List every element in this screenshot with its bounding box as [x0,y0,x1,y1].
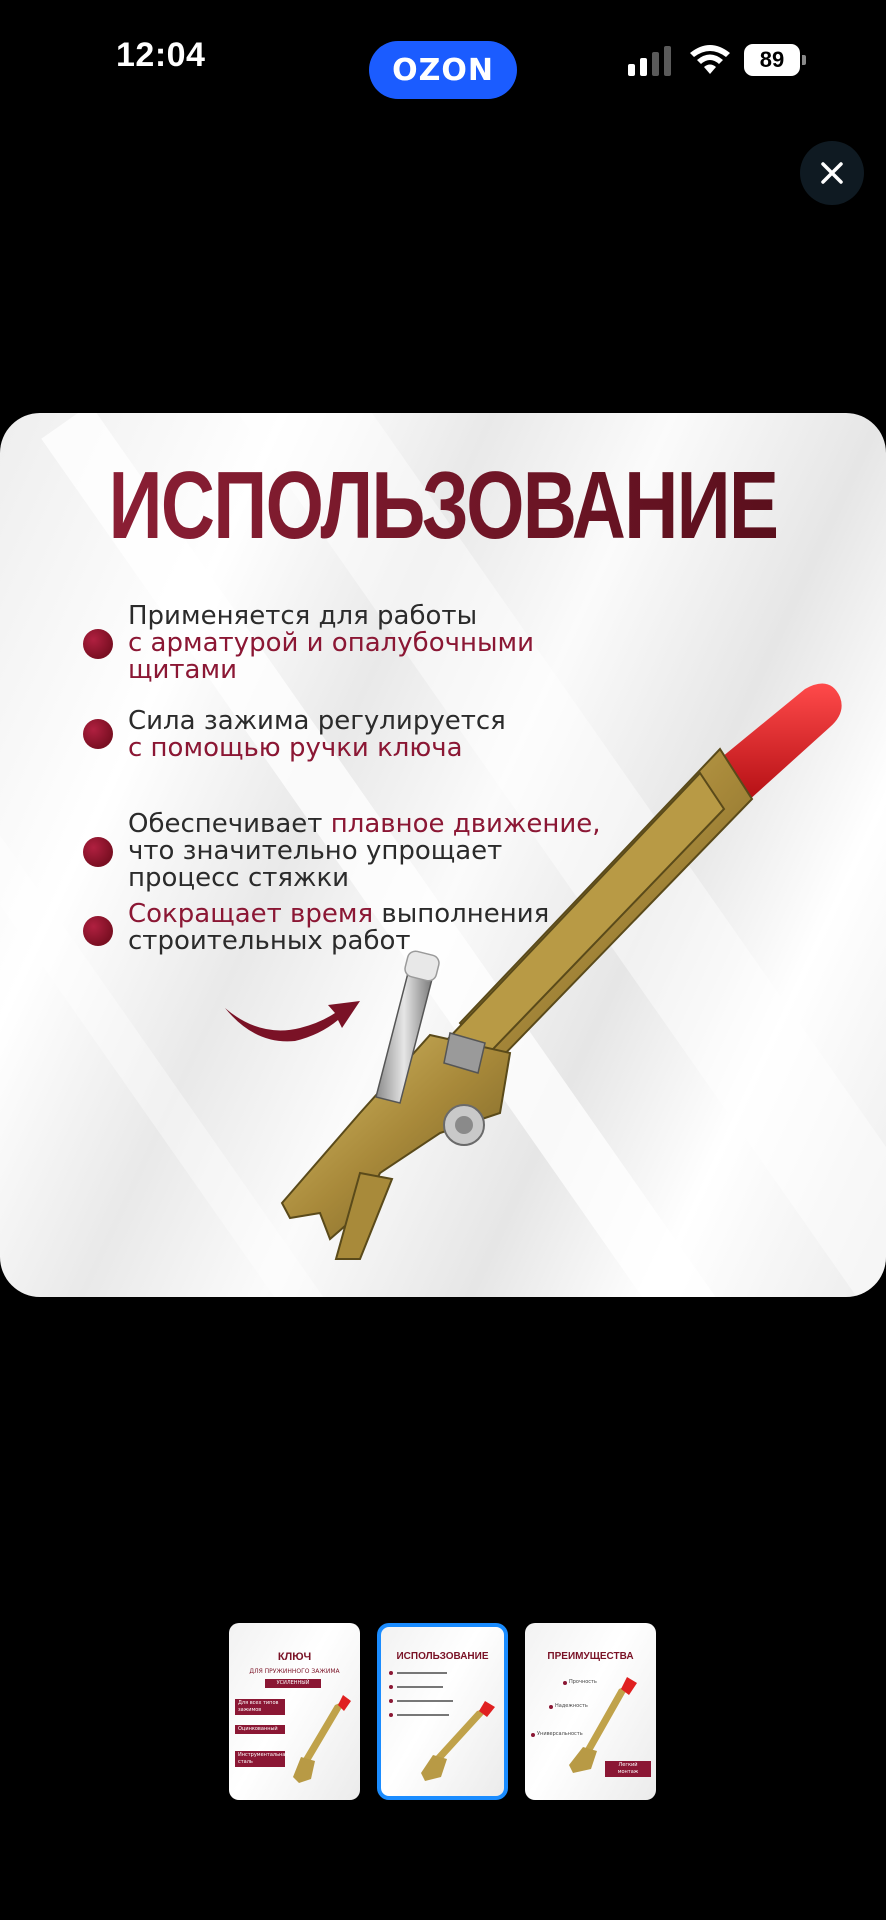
cellular-signal-icon [628,46,674,76]
product-wrench-image [0,413,886,1297]
battery-level: 89 [744,44,800,76]
thumb-wrench-image [411,1697,501,1787]
thumb-label: Прочность [569,1679,597,1685]
ozon-badge: OZON [369,41,517,99]
thumb-badge: УСИЛЕННЫЙ [265,1679,321,1688]
highlight-text: с помощью ручки ключа [128,733,463,763]
plain-text: процесс стяжки [128,863,350,893]
thumb-label: Универсальность [537,1731,583,1737]
plain-text: что значительно упрощает [128,836,503,866]
plain-text: Сила зажима регулируется [128,706,506,736]
highlight-text: с арматурой и опалубочными [128,628,534,658]
battery-icon [744,44,804,76]
thumb-wrench-image [289,1693,355,1793]
status-time: 12:04 [116,36,206,74]
thumb-chip: Оцинкованный [235,1725,285,1734]
thumb-subtitle: ДЛЯ ПРУЖИННОГО ЗАЖИМА [249,1668,340,1675]
plain-text: Применяется для работы [128,601,478,631]
thumb-badge: Легкий монтаж [605,1761,651,1777]
highlight-text: плавное движение, [330,809,601,839]
card-title: ИСПОЛЬЗОВАНИЕ [97,451,788,561]
wifi-icon [688,44,732,76]
plain-text: выполнения [373,899,550,929]
highlight-text: Сокращает время [128,899,374,929]
close-icon [820,161,844,185]
thumb-title: ИСПОЛЬЗОВАНИЕ [396,1651,489,1662]
thumbnail-1[interactable] [229,1623,360,1800]
thumb-chip: Инструментальная сталь [235,1751,285,1767]
highlight-text: щитами [128,655,237,685]
thumbnail-2[interactable] [377,1623,508,1800]
thumb-chip: Для всех типов зажимов [235,1699,285,1715]
plain-text: строительных работ [128,926,411,956]
thumb-title: КЛЮЧ [277,1651,312,1663]
close-button[interactable] [800,141,864,205]
thumbnail-3[interactable] [525,1623,656,1800]
product-image-card[interactable] [0,413,886,1297]
plain-text: Обеспечивает [128,809,331,839]
thumb-label: Надежность [555,1703,588,1709]
thumb-title: ПРЕИМУЩЕСТВА [547,1651,634,1662]
